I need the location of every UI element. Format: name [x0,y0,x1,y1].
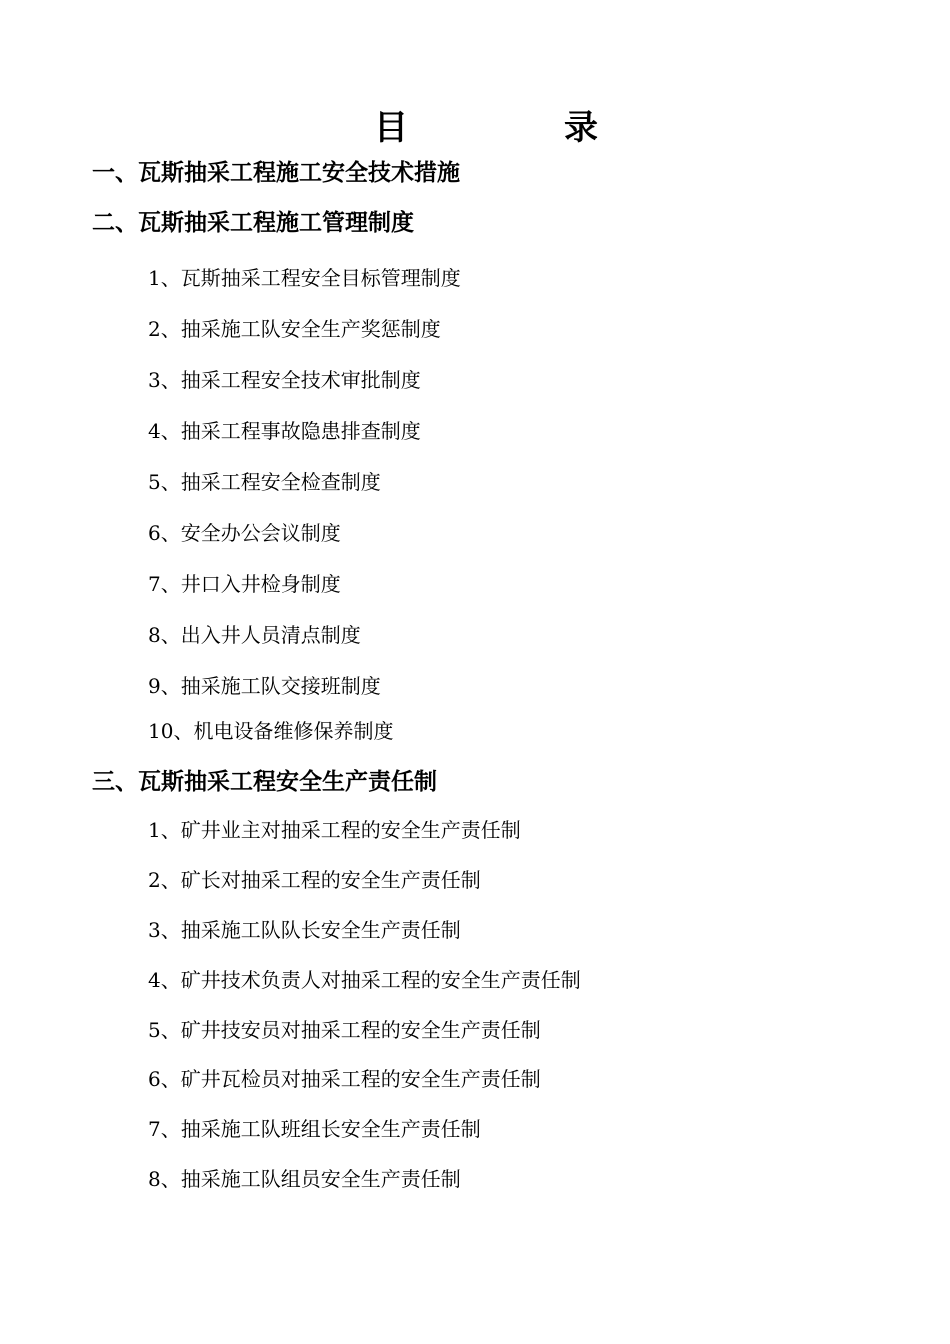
section-heading-2: 二、瓦斯抽采工程施工管理制度 [92,210,414,236]
toc-item: 8、出入井人员清点制度 [148,623,361,647]
toc-item: 5、抽采工程安全检查制度 [148,470,381,494]
toc-item: 9、抽采施工队交接班制度 [148,674,381,698]
toc-title-char-2: 录 [564,108,598,148]
toc-item: 3、抽采施工队队长安全生产责任制 [148,918,461,942]
toc-item: 1、瓦斯抽采工程安全目标管理制度 [148,266,461,290]
toc-item: 6、矿井瓦检员对抽采工程的安全生产责任制 [148,1067,541,1091]
toc-item: 10、机电设备维修保养制度 [148,719,394,743]
toc-item: 7、抽采施工队班组长安全生产责任制 [148,1117,481,1141]
toc-item: 4、抽采工程事故隐患排查制度 [148,419,421,443]
toc-item: 8、抽采施工队组员安全生产责任制 [148,1167,461,1191]
toc-item: 5、矿井技安员对抽采工程的安全生产责任制 [148,1018,541,1042]
toc-item: 2、抽采施工队安全生产奖惩制度 [148,317,441,341]
toc-title-char-1: 目 [374,108,408,148]
section-heading-3: 三、瓦斯抽采工程安全生产责任制 [92,769,437,795]
toc-item: 1、矿井业主对抽采工程的安全生产责任制 [148,818,521,842]
toc-item: 2、矿长对抽采工程的安全生产责任制 [148,868,481,892]
toc-item: 3、抽采工程安全技术审批制度 [148,368,421,392]
toc-title [0,100,950,150]
section-heading-1: 一、瓦斯抽采工程施工安全技术措施 [92,160,460,186]
toc-item: 4、矿井技术负责人对抽采工程的安全生产责任制 [148,968,581,992]
toc-item: 7、井口入井检身制度 [148,572,341,596]
toc-item: 6、安全办公会议制度 [148,521,341,545]
